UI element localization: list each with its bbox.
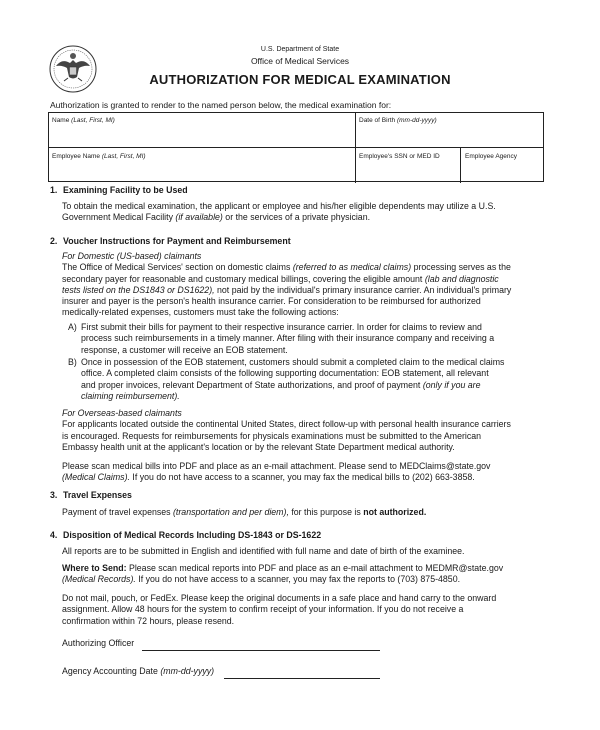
section-4-body: All reports are to be submitted in English and identified with full name and date of birth of the examinee. bbox=[62, 546, 465, 556]
section-2-heading: 2. Voucher Instructions for Payment and Reimbursement bbox=[50, 236, 291, 246]
authorizing-officer-line[interactable] bbox=[142, 650, 380, 651]
where-to-send-text: Where to Send: Please scan medical reports into PDF and place as an e-mail attachment to MEDMR@state.gov (Medical Records). If you do not have access to a scanner, you may fax the reports to (703) 875-4850. bbox=[62, 563, 504, 585]
name-hint: (Last, First, MI) bbox=[71, 117, 115, 124]
table-divider bbox=[460, 147, 461, 183]
accounting-date-line[interactable] bbox=[224, 678, 380, 679]
section-1-body: To obtain the medical examination, the applicant or employee and his/her eligible dependents may utilize a U.S. Government Medical Facility (if available) or the services of a private physician. bbox=[62, 201, 496, 223]
table-divider bbox=[49, 147, 543, 148]
department-name: U.S. Department of State bbox=[260, 46, 340, 53]
form-title: AUTHORIZATION FOR MEDICAL EXAMINATION bbox=[149, 72, 451, 87]
section-3-heading: 3. Travel Expenses bbox=[50, 490, 132, 500]
dob-hint: (mm-dd-yyyy) bbox=[396, 117, 437, 124]
name-label: Name bbox=[52, 117, 70, 124]
accounting-date-field: Agency Accounting Date (mm-dd-yyyy) bbox=[62, 666, 215, 676]
domestic-step-a: A) First submit their bills for payment to their respective insurance carrier. In order for claims to review and process such reimbursements in a timely manner. After filing with their insurance company and receiving a response, a customer will receive an EOB statement. bbox=[68, 322, 495, 355]
authorizing-officer-label: Authorizing Officer bbox=[62, 638, 135, 648]
overseas-claims-body: For Overseas-based claimants For applicants located outside the continental United States, direct follow-up with personal health insurance carriers is encouraged. Requests for reimbursements for physicals examinations must be submitted to the American Embassy health unit at the applicant's location or by the relevant State Department medical authority. bbox=[62, 408, 532, 453]
ssn-label: Employee's SSN or MED ID bbox=[359, 153, 440, 160]
dob-field[interactable] bbox=[359, 117, 437, 124]
name-field[interactable] bbox=[52, 117, 115, 124]
dob-label: Date of Birth bbox=[359, 117, 396, 124]
overseas-claims-heading: For Overseas-based claimants bbox=[62, 408, 182, 418]
office-name: Office of Medical Services bbox=[250, 56, 350, 66]
domestic-claims-heading: For Domestic (US-based) claimants bbox=[62, 251, 202, 261]
intro-text: Authorization is granted to render to the named person below, the medical examination for: bbox=[50, 100, 392, 110]
ssn-field[interactable] bbox=[359, 153, 440, 160]
employee-agency-field[interactable] bbox=[465, 153, 517, 160]
section-4-heading: 4. Disposition of Medical Records Including DS-1843 or DS-1622 bbox=[50, 530, 322, 540]
mailing-instructions-text: Do not mail, pouch, or FedEx. Please keep the original documents in a safe place and hand carry to the onward assignment. Allow 48 hours for the system to confirm receipt of your information. If you do not receive a confirmation within 72 hours, please resend. bbox=[62, 593, 497, 626]
applicant-info-table bbox=[48, 112, 544, 182]
domestic-claims-body: For Domestic (US-based) claimants The Office of Medical Services' section on domestic claims (referred to as medical claims) processing serves as the secondary payer for reasonable and customary medical billings, covering the eligible amount (lab and diagnostic tests listed on the DS1843 or DS1622), not paid by the individual's primary insurance carrier. An individual's primary insurer and payer is the person's health insurance carrier. For consideration to be reimbursed for authorized medically-related expenses, customers must take the following actions: bbox=[62, 251, 532, 319]
employee-name-label: Employee Name bbox=[52, 153, 101, 160]
section-1-heading: 1. Examining Facility to be Used bbox=[50, 185, 188, 195]
domestic-step-b: B) Once in possession of the EOB statement, customers should submit a completed claim to the medical claims office. A completed claim consists of the following supporting documentation: EOB statement, all relevant and proper invoices, relevant Department of State authorizations, and proof of payment (only if you are claiming reimbursement). bbox=[68, 357, 505, 401]
section-3-body: Payment of travel expenses (transportation and per diem), for this purpose is not authorized. bbox=[62, 507, 427, 517]
claims-submission-text: Please scan medical bills into PDF and place as an e-mail attachment. Please send to MEDClaims@state.gov (Medical Claims). If you do not have access to a scanner, you may fax the medical bills to (202) 663-3858. bbox=[62, 461, 491, 483]
employee-name-field[interactable] bbox=[52, 153, 146, 160]
agency-label: Employee Agency bbox=[465, 153, 518, 160]
table-divider bbox=[355, 113, 356, 183]
employee-name-hint: (Last, First, MI) bbox=[101, 153, 146, 160]
